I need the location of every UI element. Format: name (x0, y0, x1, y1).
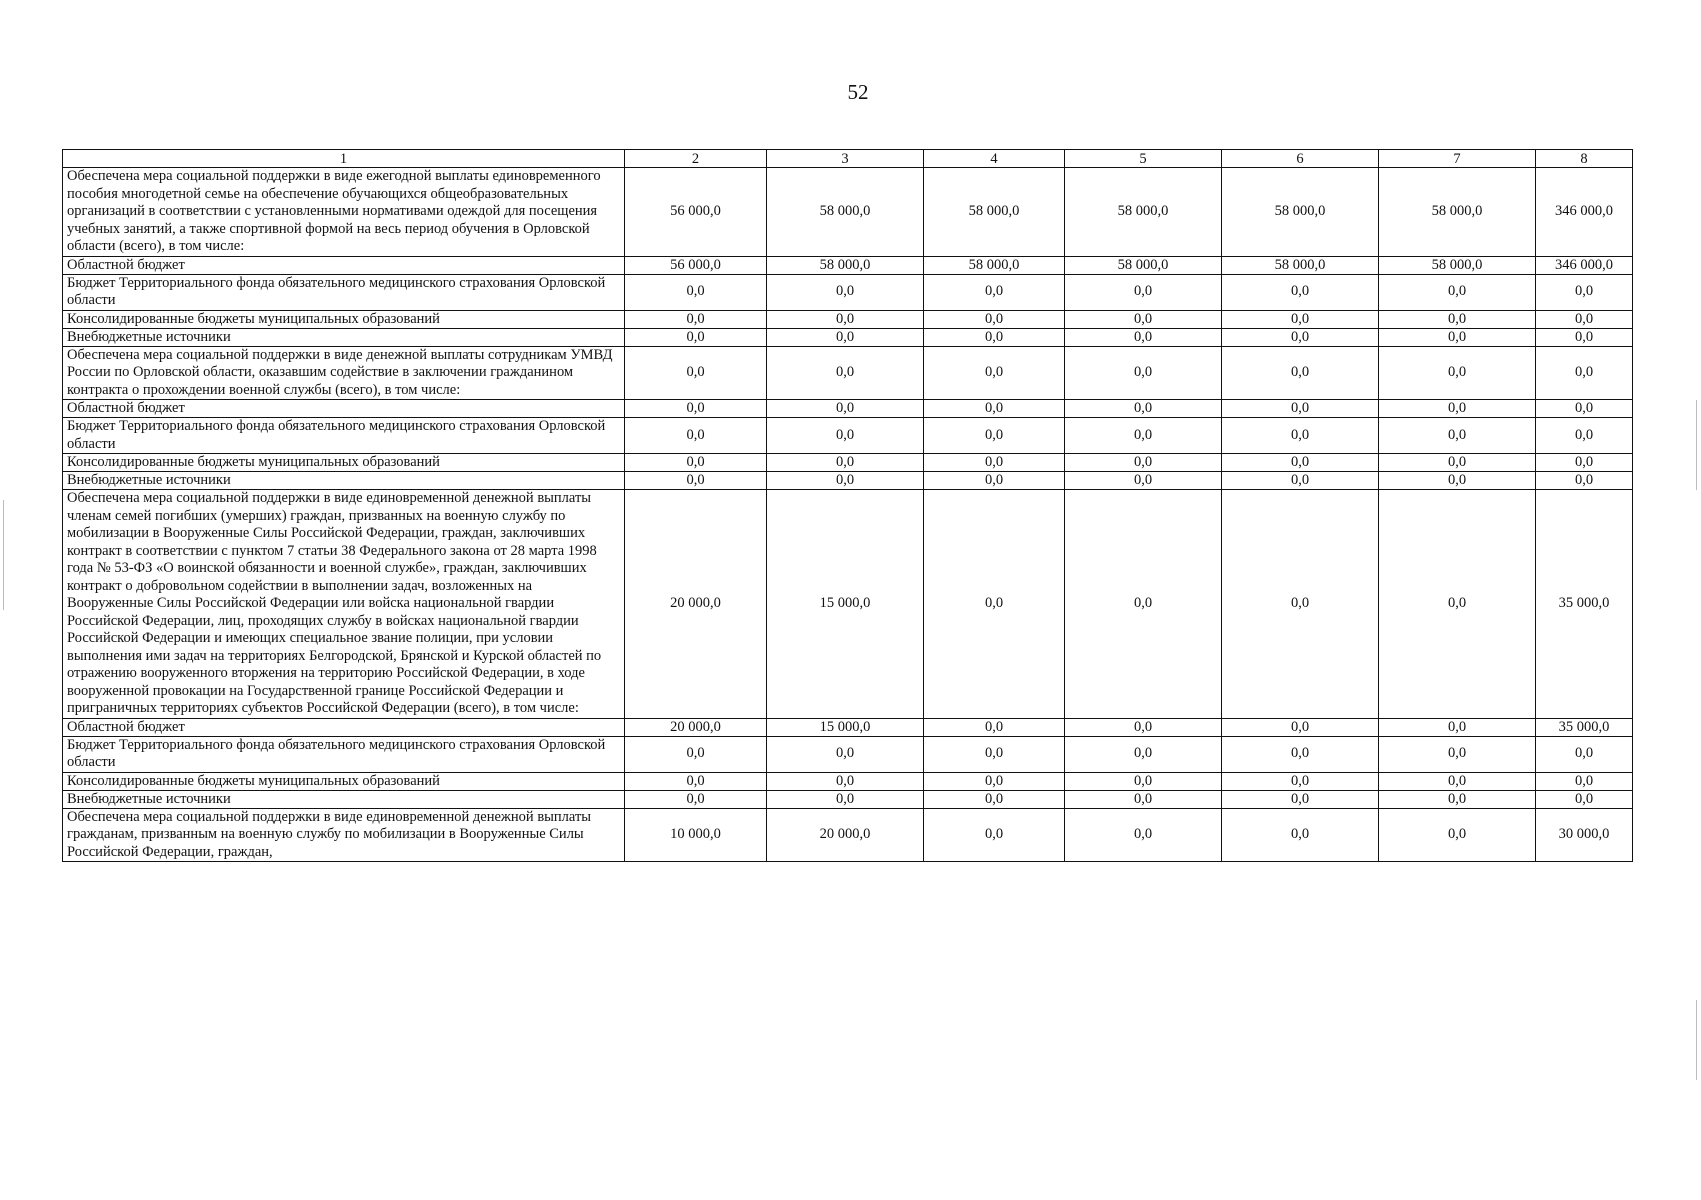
table-row (63, 472, 1633, 490)
table-body (63, 168, 1633, 862)
row-value: 0,0 (1222, 454, 1379, 472)
row-value: 0,0 (767, 418, 924, 454)
row-value: 0,0 (1379, 736, 1536, 772)
column-number: 5 (1065, 150, 1222, 168)
row-value: 346 000,0 (1536, 256, 1633, 274)
row-value: 0,0 (625, 790, 767, 808)
row-label: Областной бюджет (63, 718, 625, 736)
row-value: 0,0 (767, 310, 924, 328)
row-value: 0,0 (1065, 328, 1222, 346)
row-value: 0,0 (1065, 490, 1222, 719)
row-label: Обеспечена мера социальной поддержки в виде ежегодной выплаты единовременного пособия многодетной семье на обеспечение обучающихся общеобразовательных организаций в соответствии с установленными нормативами одеждой для посещения учебных занятий, а также спортивной формой на весь период обучения в Орловской области (всего), в том числе: (63, 168, 625, 257)
column-number: 4 (924, 150, 1065, 168)
table-row (63, 274, 1633, 310)
table-row (63, 736, 1633, 772)
row-value: 0,0 (767, 454, 924, 472)
row-value: 30 000,0 (1536, 808, 1633, 862)
table-row (63, 400, 1633, 418)
column-number-row (63, 150, 1633, 168)
row-value: 35 000,0 (1536, 718, 1633, 736)
row-value: 0,0 (1222, 346, 1379, 400)
row-value: 0,0 (924, 472, 1065, 490)
row-value: 0,0 (1222, 490, 1379, 719)
row-value: 0,0 (1536, 772, 1633, 790)
row-value: 0,0 (1065, 454, 1222, 472)
scan-edge-mark (3, 500, 4, 610)
row-value: 0,0 (924, 772, 1065, 790)
row-label: Бюджет Территориального фонда обязательного медицинского страхования Орловской области (63, 274, 625, 310)
row-value: 0,0 (625, 346, 767, 400)
table-row (63, 718, 1633, 736)
table-row (63, 328, 1633, 346)
row-label: Обеспечена мера социальной поддержки в виде единовременной денежной выплаты гражданам, призванным на военную службу по мобилизации в Вооруженные Силы Российской Федерации, граждан, (63, 808, 625, 862)
row-value: 0,0 (924, 274, 1065, 310)
table-row (63, 418, 1633, 454)
row-value: 58 000,0 (1222, 168, 1379, 257)
row-label: Обеспечена мера социальной поддержки в виде денежной выплаты сотрудникам УМВД России по Орловской области, оказавшим содействие в заключении гражданином контракта о прохождении военной службы (всего), в том числе: (63, 346, 625, 400)
row-value: 0,0 (625, 400, 767, 418)
row-value: 10 000,0 (625, 808, 767, 862)
row-value: 0,0 (924, 400, 1065, 418)
row-value: 0,0 (924, 790, 1065, 808)
column-number: 3 (767, 150, 924, 168)
row-value: 0,0 (1379, 418, 1536, 454)
row-value: 0,0 (1065, 790, 1222, 808)
column-number: 6 (1222, 150, 1379, 168)
row-value: 0,0 (924, 328, 1065, 346)
row-label: Областной бюджет (63, 400, 625, 418)
row-value: 0,0 (1222, 310, 1379, 328)
row-value: 0,0 (1536, 346, 1633, 400)
row-value: 0,0 (1065, 274, 1222, 310)
row-value: 0,0 (767, 400, 924, 418)
row-value: 0,0 (625, 736, 767, 772)
row-value: 0,0 (625, 454, 767, 472)
row-value: 0,0 (1379, 808, 1536, 862)
row-value: 58 000,0 (924, 168, 1065, 257)
row-value: 0,0 (924, 718, 1065, 736)
row-value: 0,0 (1536, 328, 1633, 346)
row-value: 15 000,0 (767, 490, 924, 719)
row-label: Внебюджетные источники (63, 472, 625, 490)
row-value: 0,0 (1065, 772, 1222, 790)
row-value: 35 000,0 (1536, 490, 1633, 719)
row-value: 0,0 (924, 490, 1065, 719)
row-value: 0,0 (625, 274, 767, 310)
row-value: 0,0 (1536, 454, 1633, 472)
row-value: 0,0 (1065, 736, 1222, 772)
table-row (63, 310, 1633, 328)
row-value: 0,0 (1379, 772, 1536, 790)
row-value: 0,0 (625, 772, 767, 790)
row-value: 0,0 (1065, 808, 1222, 862)
row-value: 0,0 (1222, 400, 1379, 418)
row-value: 0,0 (1065, 346, 1222, 400)
row-value: 0,0 (1065, 418, 1222, 454)
row-value: 0,0 (767, 790, 924, 808)
row-label: Бюджет Территориального фонда обязательного медицинского страхования Орловской области (63, 736, 625, 772)
row-label: Консолидированные бюджеты муниципальных образований (63, 772, 625, 790)
row-value: 0,0 (1222, 772, 1379, 790)
row-value: 0,0 (924, 808, 1065, 862)
row-value: 0,0 (1379, 472, 1536, 490)
row-label: Консолидированные бюджеты муниципальных образований (63, 310, 625, 328)
row-value: 0,0 (1379, 790, 1536, 808)
row-value: 0,0 (1222, 328, 1379, 346)
row-value: 0,0 (767, 736, 924, 772)
row-value: 58 000,0 (1379, 256, 1536, 274)
column-number: 7 (1379, 150, 1536, 168)
row-value: 0,0 (1222, 274, 1379, 310)
row-label: Бюджет Территориального фонда обязательного медицинского страхования Орловской области (63, 418, 625, 454)
row-value: 0,0 (1222, 790, 1379, 808)
row-value: 0,0 (1222, 418, 1379, 454)
row-value: 0,0 (924, 346, 1065, 400)
row-value: 346 000,0 (1536, 168, 1633, 257)
row-value: 0,0 (767, 772, 924, 790)
budget-table (62, 149, 1633, 862)
column-number: 8 (1536, 150, 1633, 168)
row-value: 0,0 (1536, 400, 1633, 418)
row-value: 0,0 (1065, 400, 1222, 418)
page-number: 52 (847, 80, 869, 104)
row-value: 58 000,0 (1065, 168, 1222, 257)
row-value: 20 000,0 (625, 718, 767, 736)
row-value: 0,0 (1536, 736, 1633, 772)
row-value: 58 000,0 (767, 256, 924, 274)
scan-edge-mark (1696, 400, 1697, 490)
table-row (63, 808, 1633, 862)
row-label: Областной бюджет (63, 256, 625, 274)
table-row (63, 790, 1633, 808)
table-row (63, 346, 1633, 400)
row-value: 56 000,0 (625, 256, 767, 274)
row-value: 0,0 (1065, 718, 1222, 736)
row-value: 0,0 (1536, 790, 1633, 808)
row-value: 56 000,0 (625, 168, 767, 257)
row-value: 0,0 (1379, 454, 1536, 472)
row-value: 0,0 (1536, 310, 1633, 328)
row-value: 0,0 (924, 310, 1065, 328)
row-value: 0,0 (767, 472, 924, 490)
row-value: 0,0 (1222, 472, 1379, 490)
row-value: 0,0 (1222, 718, 1379, 736)
row-value: 0,0 (767, 346, 924, 400)
column-number: 1 (63, 150, 625, 168)
row-value: 0,0 (1379, 310, 1536, 328)
row-value: 0,0 (1379, 274, 1536, 310)
row-value: 0,0 (1379, 718, 1536, 736)
row-value: 0,0 (625, 328, 767, 346)
row-value: 58 000,0 (767, 168, 924, 257)
column-number: 2 (625, 150, 767, 168)
scan-edge-mark (1696, 1000, 1697, 1080)
row-value: 0,0 (1065, 310, 1222, 328)
row-value: 0,0 (625, 310, 767, 328)
row-value: 20 000,0 (625, 490, 767, 719)
row-value: 0,0 (1379, 490, 1536, 719)
row-value: 0,0 (1065, 472, 1222, 490)
row-value: 0,0 (767, 274, 924, 310)
row-value: 0,0 (1222, 808, 1379, 862)
row-value: 0,0 (1536, 418, 1633, 454)
table-row (63, 256, 1633, 274)
row-value: 0,0 (1536, 274, 1633, 310)
row-value: 0,0 (1379, 346, 1536, 400)
row-value: 0,0 (1379, 400, 1536, 418)
row-value: 15 000,0 (767, 718, 924, 736)
row-value: 0,0 (767, 328, 924, 346)
row-value: 0,0 (1536, 472, 1633, 490)
row-value: 0,0 (1379, 328, 1536, 346)
row-label: Внебюджетные источники (63, 790, 625, 808)
row-value: 58 000,0 (1222, 256, 1379, 274)
table-row (63, 168, 1633, 257)
row-value: 58 000,0 (924, 256, 1065, 274)
row-value: 58 000,0 (1379, 168, 1536, 257)
row-value: 0,0 (924, 418, 1065, 454)
row-value: 0,0 (625, 472, 767, 490)
row-value: 0,0 (1222, 736, 1379, 772)
row-value: 0,0 (625, 418, 767, 454)
row-label: Консолидированные бюджеты муниципальных образований (63, 454, 625, 472)
row-value: 20 000,0 (767, 808, 924, 862)
row-label: Внебюджетные источники (63, 328, 625, 346)
row-value: 58 000,0 (1065, 256, 1222, 274)
table-row (63, 490, 1633, 719)
row-value: 0,0 (924, 736, 1065, 772)
row-value: 0,0 (924, 454, 1065, 472)
table-row (63, 454, 1633, 472)
table-row (63, 772, 1633, 790)
row-label: Обеспечена мера социальной поддержки в виде единовременной денежной выплаты членам семей погибших (умерших) граждан, призванных на военную службу по мобилизации в Вооруженные Силы Российской Федерации, граждан, заключивших контракт в соответствии с пунктом 7 статьи 38 Федерального закона от 28 марта 1998 года № 53-ФЗ «О воинской обязанности и военной службе», граждан, заключивших контракт о добровольном содействии в выполнении задач, возложенных на Вооруженные Силы Российской Федерации или войска национальной гвардии Российской Федерации, лиц, проходящих службу в войсках национальной гвардии Российской Федерации и имеющих специальное звание полиции, при условии выполнения ими задач на территориях Белгородской, Брянской и Курской областей по отражению вооруженного вторжения на территорию Российской Федерации, в ходе вооруженной провокации на Государственной границе Российской Федерации и приграничных территориях субъектов Российской Федерации (всего), в том числе: (63, 490, 625, 719)
